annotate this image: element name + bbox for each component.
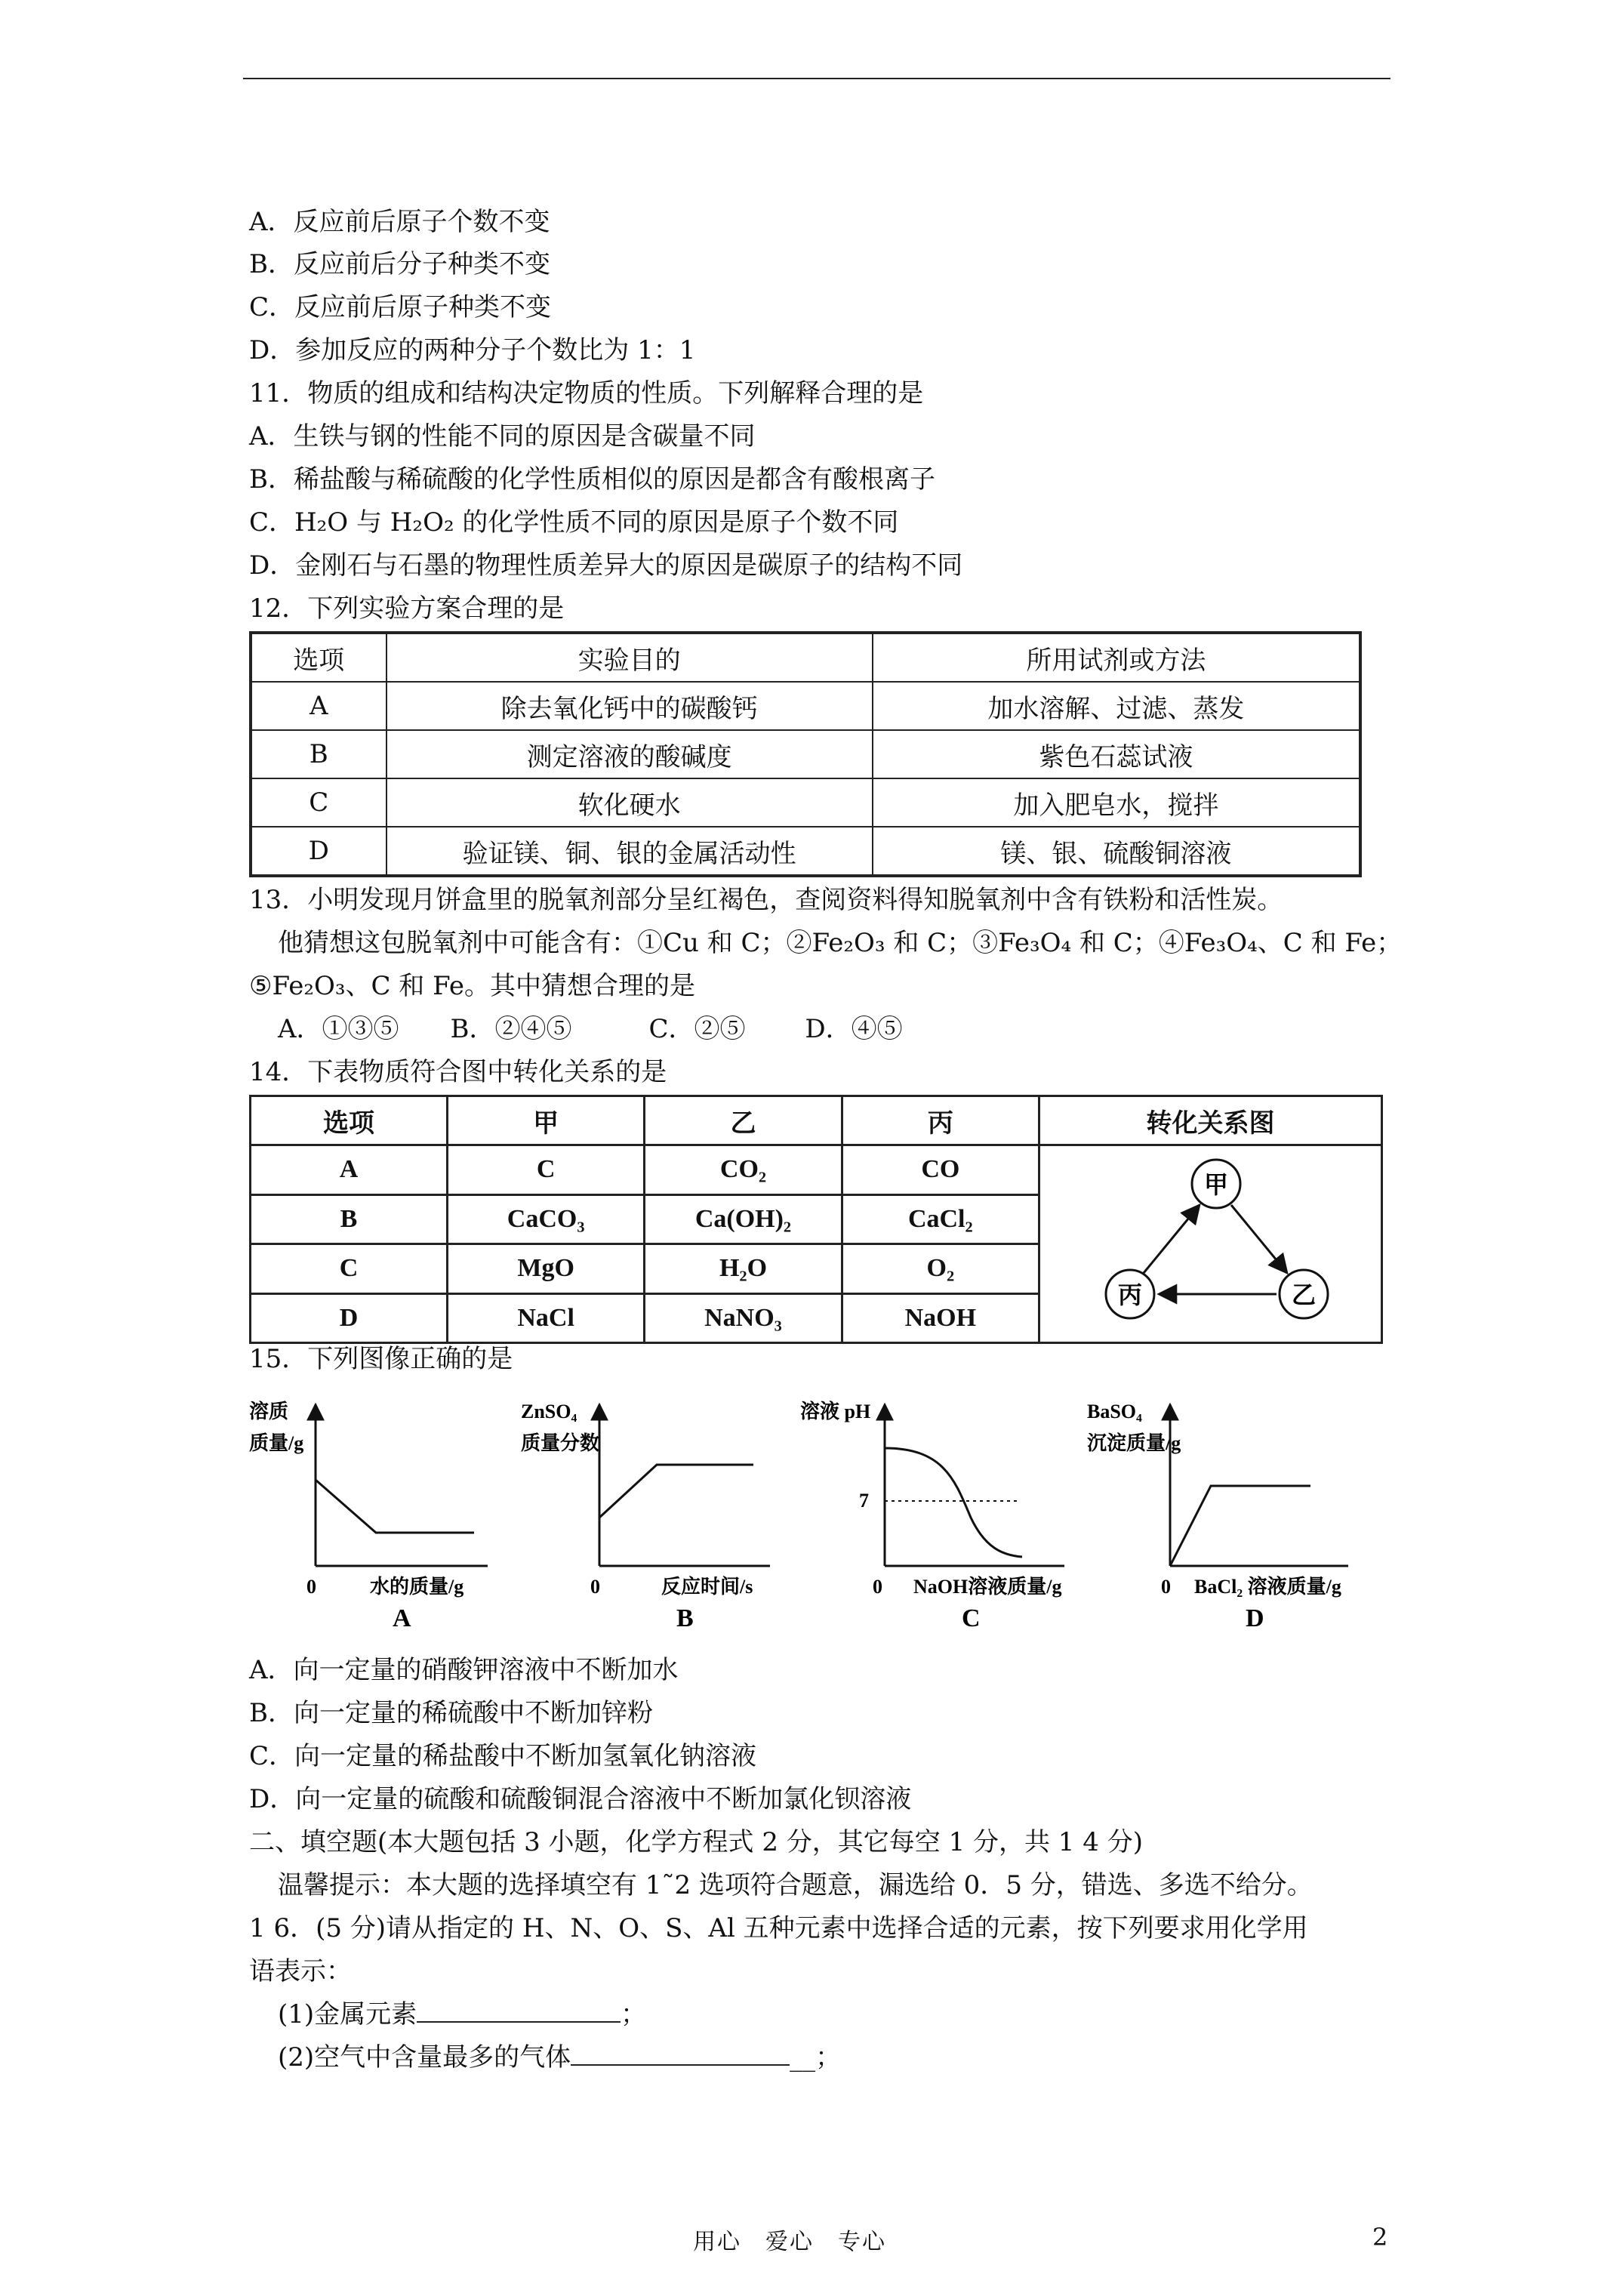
q16-item1 bbox=[278, 1998, 646, 2031]
q11-stem: 11．物质的组成和结构决定物质的性质。下列解释合理的是 bbox=[249, 378, 924, 408]
data-line bbox=[599, 1465, 753, 1518]
header-cell: 实验目的 bbox=[387, 633, 873, 682]
q15-option-d: D．向一定量的硫酸和硫酸铜混合溶液中不断加氯化钡溶液 bbox=[249, 1784, 912, 1814]
item-label: (1)金属元素 bbox=[278, 1999, 417, 2029]
arrow-bing-to-jia bbox=[1144, 1205, 1200, 1273]
table-row bbox=[251, 730, 1360, 778]
q16-line2: 语表示： bbox=[249, 1956, 352, 1986]
table-cell: CaCl₂ bbox=[842, 1194, 1039, 1244]
origin-label: 0 bbox=[873, 1576, 882, 1598]
table-cell: O₂ bbox=[842, 1244, 1039, 1294]
header-cell: 所用试剂或方法 bbox=[873, 633, 1360, 682]
table-cell: A bbox=[251, 1145, 448, 1195]
page-footer: 用心 爱心 专心 bbox=[693, 2229, 886, 2255]
graph-c bbox=[800, 1389, 1087, 1634]
graph-ylabel: 溶质 bbox=[249, 1401, 289, 1422]
header-cell: 转化关系图 bbox=[1039, 1096, 1381, 1145]
table-cell: 软化硬水 bbox=[387, 778, 873, 827]
graph-ylabel: 沉淀质量/g bbox=[1087, 1432, 1181, 1454]
table-header-row bbox=[251, 633, 1360, 682]
table-cell: 测定溶液的酸碱度 bbox=[387, 730, 873, 778]
table-cell: D bbox=[251, 827, 387, 876]
q16-line1: 1 6．(5 分)请从指定的 H、N、O、S、Al 五种元素中选择合适的元素，按下列要求用化学用 bbox=[249, 1913, 1308, 1943]
graph-letter: B bbox=[676, 1604, 694, 1631]
table-cell: B bbox=[251, 730, 387, 778]
table-row bbox=[251, 1145, 1382, 1195]
table-row bbox=[251, 682, 1360, 730]
header-cell: 选项 bbox=[251, 633, 387, 682]
data-line bbox=[1170, 1486, 1310, 1566]
graph-letter: C bbox=[962, 1604, 981, 1631]
q13-stem: 13．小明发现月饼盒里的脱氧剂部分呈红褐色，查阅资料得知脱氧剂中含有铁粉和活性炭。 bbox=[249, 885, 1283, 915]
node-label: 丙 bbox=[1118, 1281, 1143, 1308]
table-cell: 紫色石蕊试液 bbox=[873, 730, 1360, 778]
table-cell: CO bbox=[842, 1145, 1039, 1195]
node-label: 甲 bbox=[1204, 1171, 1229, 1198]
q10-option-d: D．参加反应的两种分子个数比为 1：1 bbox=[249, 335, 696, 365]
graph-letter: A bbox=[393, 1604, 411, 1631]
graph-xlabel: 水的质量/g bbox=[370, 1576, 464, 1598]
q15-option-c: C．向一定量的稀盐酸中不断加氢氧化钠溶液 bbox=[249, 1741, 757, 1771]
origin-label: 0 bbox=[1161, 1576, 1171, 1598]
answer-blank[interactable] bbox=[417, 1999, 621, 2023]
header-cell: 选项 bbox=[251, 1096, 448, 1145]
section2-tip: 温馨提示：本大题的选择填空有 1˜2 选项符合题意，漏选给 0．5 分，错选、多选不给分。 bbox=[278, 1870, 1313, 1900]
graph-ylabel: 溶液 pH bbox=[800, 1401, 871, 1422]
q12-stem: 12．下列实验方案合理的是 bbox=[249, 593, 565, 624]
table-cell: 镁、银、硫酸铜溶液 bbox=[873, 827, 1360, 876]
q11-option-b: B．稀盐酸与稀硫酸的化学性质相似的原因是都含有酸根离子 bbox=[249, 464, 935, 495]
graph-xlabel: BaCl₂ 溶液质量/g bbox=[1194, 1576, 1341, 1598]
table-cell: H₂O bbox=[645, 1244, 842, 1294]
q11-option-a: A．生铁与钢的性能不同的原因是含碳量不同 bbox=[249, 421, 756, 451]
page-number: 2 bbox=[1372, 2223, 1388, 2251]
graph-ylabel: 质量/g bbox=[249, 1432, 304, 1454]
table-cell: CO₂ bbox=[645, 1145, 842, 1195]
table-cell: Ca(OH)₂ bbox=[645, 1194, 842, 1244]
table-cell: B bbox=[251, 1194, 448, 1244]
table-cell: 加入肥皂水，搅拌 bbox=[873, 778, 1360, 827]
table-cell: MgO bbox=[448, 1244, 645, 1294]
arrow-jia-to-yi bbox=[1231, 1205, 1287, 1273]
graph-d bbox=[1087, 1389, 1374, 1634]
q15-option-b: B．向一定量的稀硫酸中不断加锌粉 bbox=[249, 1698, 653, 1728]
header-cell: 乙 bbox=[645, 1096, 842, 1145]
graph-xlabel: NaOH溶液质量/g bbox=[913, 1576, 1062, 1598]
item-end: ； bbox=[621, 1999, 647, 2029]
data-line bbox=[885, 1448, 1022, 1557]
q15-option-a: A．向一定量的硝酸钾溶液中不断加水 bbox=[249, 1655, 679, 1685]
graph-ylabel: BaSO₄ bbox=[1087, 1401, 1142, 1422]
graph-ylabel: ZnSO₄ bbox=[521, 1401, 577, 1422]
table-cell: NaNO₃ bbox=[645, 1293, 842, 1343]
graph-xlabel: 反应时间/s bbox=[661, 1576, 753, 1598]
item-end: __； bbox=[790, 2042, 842, 2073]
q11-option-c: C．H₂O 与 H₂O₂ 的化学性质不同的原因是原子个数不同 bbox=[249, 507, 899, 538]
q12-table bbox=[249, 631, 1362, 877]
table-cell: NaCl bbox=[448, 1293, 645, 1343]
section2-title: 二、填空题(本大题包括 3 小题，化学方程式 2 分，其它每空 1 分，共 1 4 分) bbox=[249, 1827, 1143, 1857]
q13-line3: ⑤Fe₂O₃、C 和 Fe。其中猜想合理的是 bbox=[249, 971, 695, 1001]
graph-ylabel: 质量分数 bbox=[521, 1432, 600, 1454]
tick-label: 7 bbox=[859, 1490, 869, 1512]
header-cell: 丙 bbox=[842, 1096, 1039, 1145]
table-cell: C bbox=[251, 778, 387, 827]
q13-options: A．①③⑤ B．②④⑤ C．②⑤ D．④⑤ bbox=[278, 1014, 903, 1044]
header-cell: 甲 bbox=[448, 1096, 645, 1145]
table-row bbox=[251, 778, 1360, 827]
table-cell: C bbox=[448, 1145, 645, 1195]
item-label: (2)空气中含量最多的气体 bbox=[278, 2042, 571, 2073]
q11-option-d: D．金刚石与石墨的物理性质差异大的原因是碳原子的结构不同 bbox=[249, 550, 963, 581]
origin-label: 0 bbox=[590, 1576, 600, 1598]
table-cell: CaCO₃ bbox=[448, 1194, 645, 1244]
header-rule bbox=[243, 78, 1390, 79]
q13-line2: 他猜想这包脱氧剂中可能含有：①Cu 和 C；②Fe₂O₃ 和 C；③Fe₃O₄ 和 C；④Fe₃O₄、C 和 Fe； bbox=[278, 928, 1403, 958]
table-cell: A bbox=[251, 682, 387, 730]
table-cell: D bbox=[251, 1293, 448, 1343]
q14-stem: 14．下表物质符合图中转化关系的是 bbox=[249, 1057, 667, 1087]
graph-letter: D bbox=[1246, 1604, 1264, 1631]
table-cell: 除去氧化钙中的碳酸钙 bbox=[387, 682, 873, 730]
q15-stem: 15．下列图像正确的是 bbox=[249, 1344, 513, 1374]
table-cell: NaOH bbox=[842, 1293, 1039, 1343]
q16-item2 bbox=[278, 2041, 841, 2074]
node-label: 乙 bbox=[1292, 1281, 1317, 1308]
table-row bbox=[251, 827, 1360, 876]
data-line bbox=[316, 1480, 474, 1533]
table-header-row bbox=[251, 1096, 1382, 1145]
table-cell: 加水溶解、过滤、蒸发 bbox=[873, 682, 1360, 730]
q10-option-a: A．反应前后原子个数不变 bbox=[249, 207, 550, 237]
conversion-diagram bbox=[1041, 1146, 1379, 1335]
answer-blank[interactable] bbox=[571, 2042, 790, 2066]
conversion-diagram-cell bbox=[1039, 1145, 1381, 1343]
q10-option-c: C．反应前后原子种类不变 bbox=[249, 292, 552, 322]
q14-table bbox=[249, 1095, 1383, 1344]
origin-label: 0 bbox=[306, 1576, 316, 1598]
graph-b bbox=[521, 1389, 793, 1634]
table-cell: 验证镁、铜、银的金属活动性 bbox=[387, 827, 873, 876]
q10-option-b: B．反应前后分子种类不变 bbox=[249, 249, 550, 279]
graph-a bbox=[249, 1389, 521, 1634]
table-cell: C bbox=[251, 1244, 448, 1294]
